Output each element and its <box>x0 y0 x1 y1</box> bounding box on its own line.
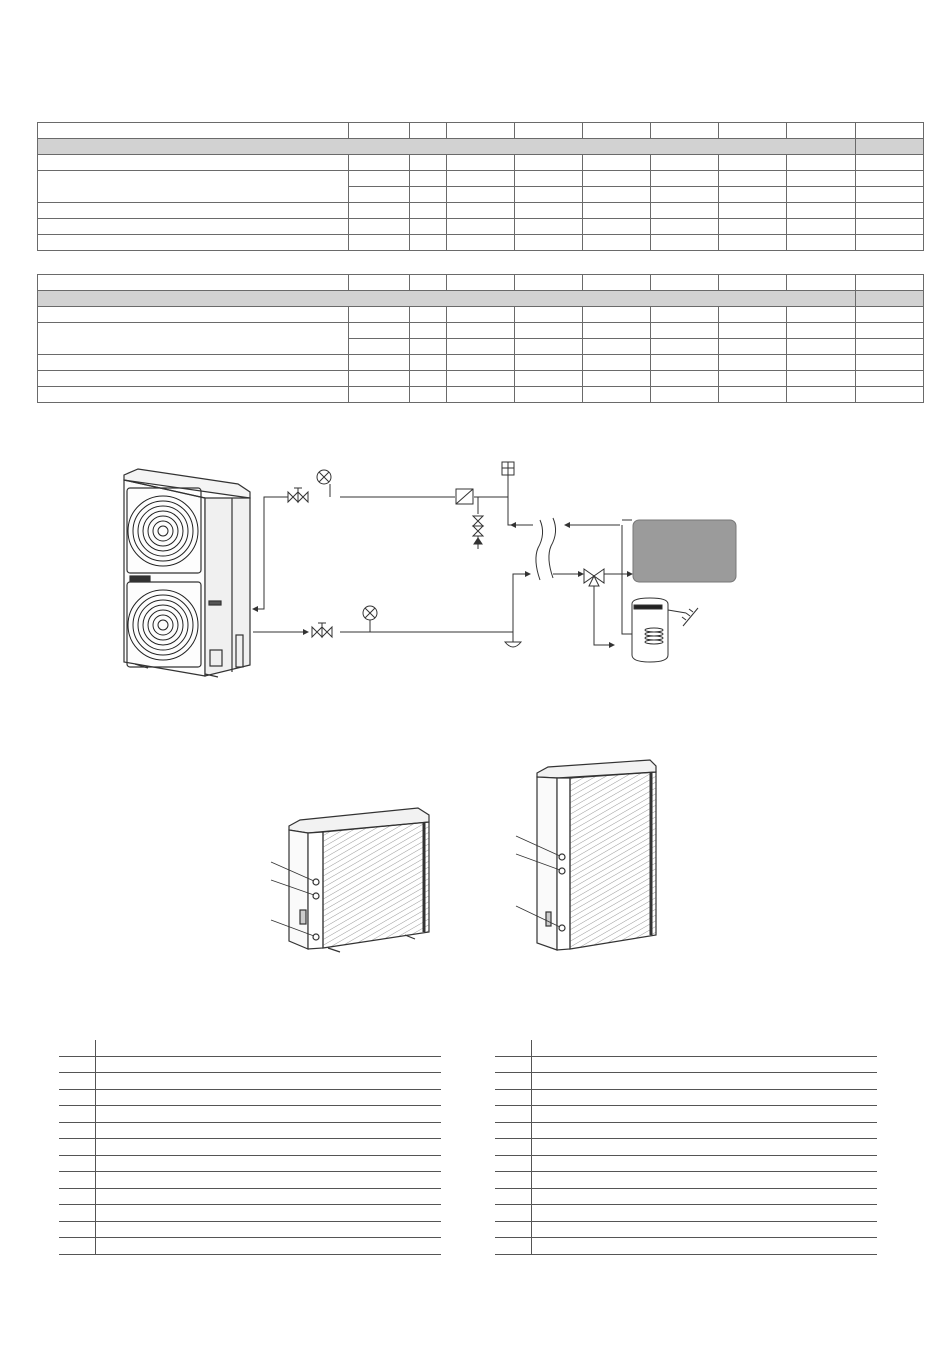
table-row <box>495 1106 877 1123</box>
table-row <box>495 1155 877 1172</box>
table-row <box>59 1106 441 1123</box>
legend-table-right <box>495 1040 877 1255</box>
table-row <box>59 1188 441 1205</box>
table-row <box>495 1238 877 1255</box>
table-row <box>59 1205 441 1222</box>
table-row <box>495 1221 877 1238</box>
gauge-icon <box>317 470 331 484</box>
heating-system-box <box>633 520 736 582</box>
table-row <box>59 1238 441 1255</box>
solar-panel-icon <box>668 608 698 626</box>
table-row <box>59 1122 441 1139</box>
table-row <box>59 1073 441 1090</box>
valve-icon <box>288 488 308 502</box>
table-row <box>59 1056 441 1073</box>
valve-icon <box>473 516 483 536</box>
table-row <box>495 1122 877 1139</box>
table-row <box>495 1073 877 1090</box>
filter-icon <box>456 489 473 504</box>
table-row <box>59 1139 441 1156</box>
piping <box>253 474 632 647</box>
three-way-valve-icon <box>584 569 604 586</box>
legend-table-left <box>59 1040 441 1255</box>
table-row <box>59 1172 441 1189</box>
gauge-icon <box>363 606 377 620</box>
heat-pump-unit-side-tall <box>516 760 656 950</box>
drain-arrow <box>474 538 482 544</box>
table-row <box>495 1172 877 1189</box>
table-row <box>495 1040 877 1056</box>
pipe-break-marks <box>536 518 556 580</box>
heat-pump-unit-side-small <box>271 808 429 952</box>
table-row <box>495 1205 877 1222</box>
table-row <box>59 1155 441 1172</box>
table-row <box>495 1139 877 1156</box>
table-row <box>59 1089 441 1106</box>
table-row <box>59 1221 441 1238</box>
valve-icon <box>312 623 332 637</box>
heat-pump-unit-front <box>124 469 250 677</box>
air-vent-icon <box>502 462 514 475</box>
water-tank-icon <box>632 598 668 662</box>
table-row <box>495 1188 877 1205</box>
table-row <box>59 1040 441 1056</box>
table-row <box>495 1089 877 1106</box>
table-row <box>495 1056 877 1073</box>
